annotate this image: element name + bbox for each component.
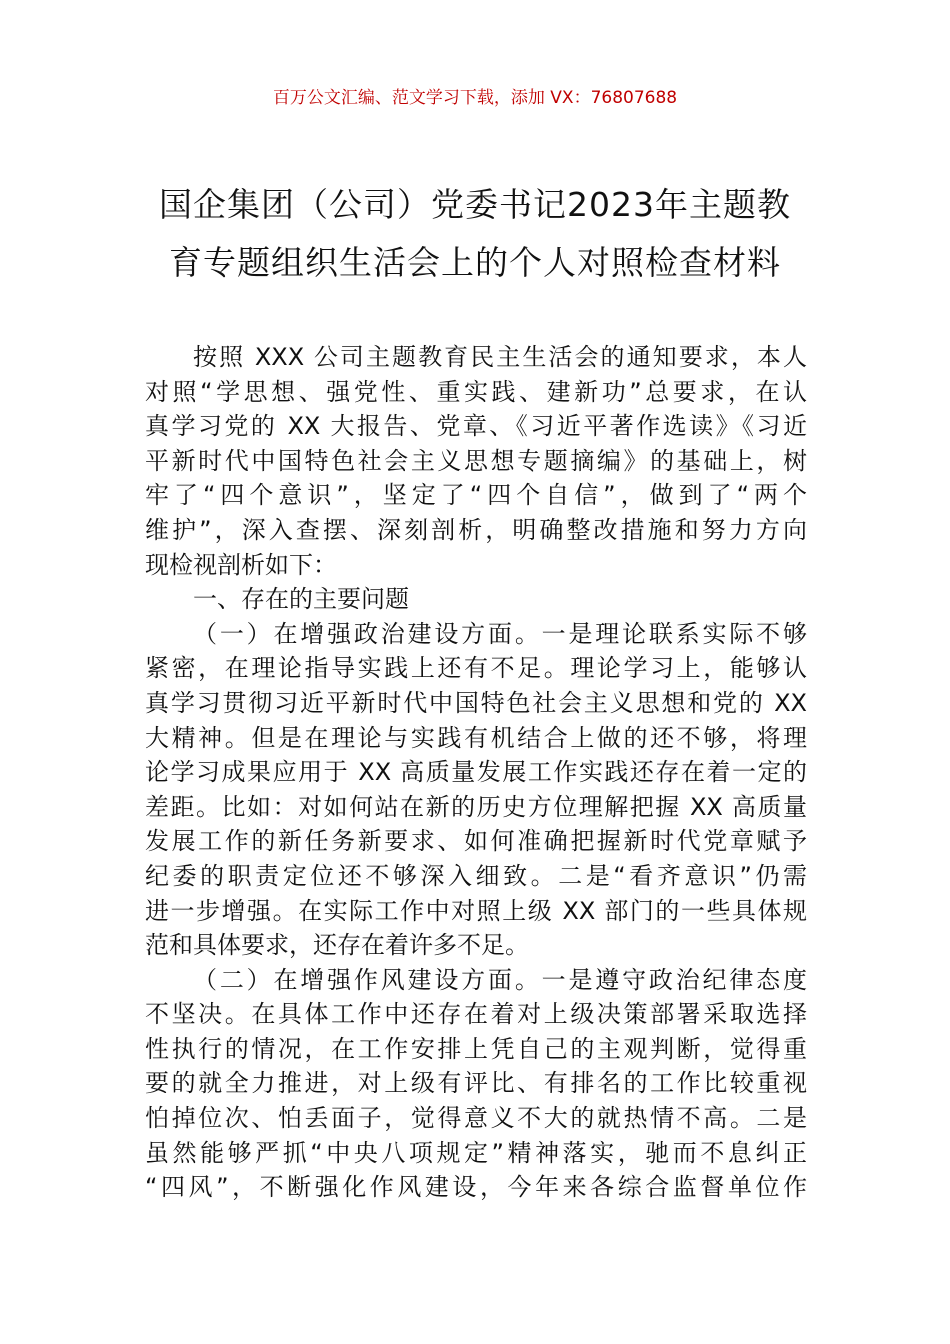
body-line: 不坚决。在具体工作中还存在着对上级决策部署采取选择 bbox=[145, 1000, 807, 1029]
body-line: 维护”，深入查摆、深刻剖析，明确整改措施和努力方向 bbox=[145, 515, 807, 544]
body-line: 紧密，在理论指导实践上还有不足。理论学习上，能够认 bbox=[145, 654, 807, 683]
body-line: （二）在增强作风建设方面。一是遵守政治纪律态度 bbox=[193, 965, 807, 994]
body-line: 要的就全力推进，对上级有评比、有排名的工作比较重视 bbox=[145, 1069, 807, 1098]
title-line: 国企集团（公司）党委书记2023年主题教 bbox=[159, 185, 791, 224]
section-heading: 一、存在的主要问题 bbox=[193, 585, 409, 614]
body-line: 纪委的职责定位还不够深入细致。二是“看齐意识”仍需 bbox=[145, 861, 807, 890]
body-line: 按照 XXX 公司主题教育民主生活会的通知要求，本人 bbox=[193, 343, 807, 371]
body-line: 真学习贯彻习近平新时代中国特色社会主义思想和党的 XX bbox=[145, 688, 807, 717]
body-line: 对照“学思想、强党性、重实践、建新功”总要求，在认 bbox=[145, 377, 807, 406]
body-line: 真学习党的 XX 大报告、党章、《习近平著作选读》《习近 bbox=[145, 412, 807, 441]
body-line: 进一步增强。在实际工作中对照上级 XX 部门的一些具体规 bbox=[145, 896, 807, 925]
body-line: “四风”，不断强化作风建设，今年来各综合监督单位作 bbox=[145, 1173, 807, 1202]
body-line: 虽然能够严抓“中央八项规定”精神落实，驰而不息纠正 bbox=[145, 1138, 807, 1167]
document-title bbox=[120, 176, 830, 292]
title-line: 育专题组织生活会上的个人对照检查材料 bbox=[169, 243, 781, 282]
body-line: 范和具体要求，还存在着许多不足。 bbox=[145, 931, 529, 960]
body-line: 牢了“四个意识”，坚定了“四个自信”，做到了“两个 bbox=[145, 481, 807, 510]
body-line: 论学习成果应用于 XX 高质量发展工作实践还存在着一定的 bbox=[145, 758, 807, 787]
body-line: 平新时代中国特色社会主义思想专题摘编》的基础上，树 bbox=[145, 446, 807, 475]
body-line: 性执行的情况，在工作安排上凭自己的主观判断，觉得重 bbox=[145, 1034, 807, 1063]
document-body bbox=[145, 340, 807, 1205]
header-note: 百万公文汇编、范文学习下载，添加 VX：76807688 bbox=[272, 88, 678, 108]
body-line: 怕掉位次、怕丢面子，觉得意义不大的就热情不高。二是 bbox=[145, 1104, 807, 1133]
body-line: 大精神。但是在理论与实践有机结合上做的还不够，将理 bbox=[145, 723, 807, 752]
body-line: （一）在增强政治建设方面。一是理论联系实际不够 bbox=[193, 619, 807, 648]
body-line: 发展工作的新任务新要求、如何准确把握新时代党章赋予 bbox=[145, 827, 807, 856]
body-line: 差距。比如：对如何站在新的历史方位理解把握 XX 高质量 bbox=[145, 792, 807, 821]
body-line: 现检视剖析如下： bbox=[145, 550, 337, 579]
